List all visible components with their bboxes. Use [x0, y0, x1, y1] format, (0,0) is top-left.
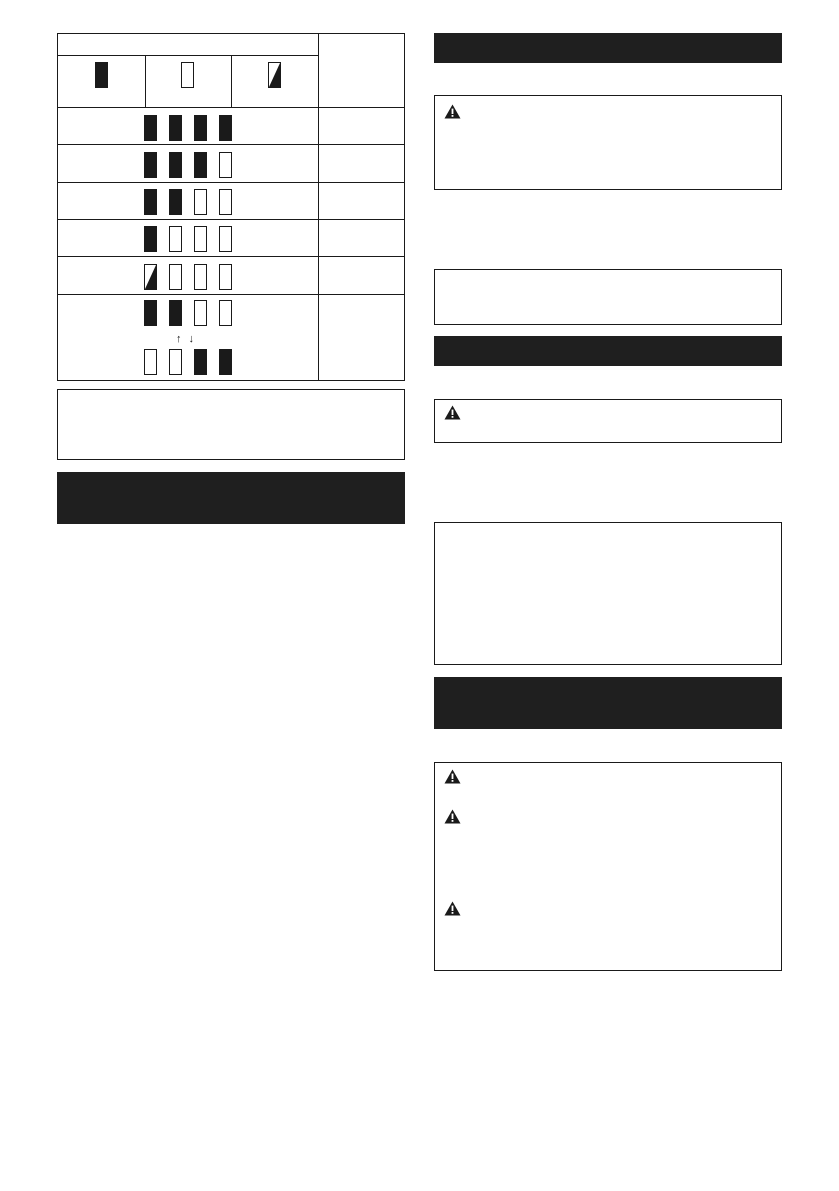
table-grid-line [58, 55, 318, 56]
caution-box [434, 95, 782, 190]
lamp-off [194, 264, 207, 290]
warning-triangle-icon [444, 769, 461, 784]
lamp-off [219, 189, 232, 215]
warning-triangle-icon [444, 405, 461, 420]
caution-box [434, 399, 782, 443]
lamp-on [219, 115, 232, 141]
lamp-on [144, 152, 157, 178]
lamp-on [194, 152, 207, 178]
note-box-left [57, 389, 405, 460]
lamp-off [194, 300, 207, 326]
lamp-off [194, 189, 207, 215]
section-heading-bar [57, 472, 405, 524]
lamp-on [169, 115, 182, 141]
table-grid-line [58, 219, 404, 220]
lamp-off [169, 226, 182, 252]
lamp-off [194, 226, 207, 252]
table-grid-line [231, 55, 232, 107]
caution-box [434, 762, 782, 971]
lamp-on [95, 62, 108, 88]
table-grid-line [58, 294, 404, 295]
lamp-blinking [144, 264, 157, 290]
lamp-off [219, 264, 232, 290]
indicator-table [57, 33, 405, 381]
note-box [434, 522, 782, 665]
table-grid-line [58, 144, 404, 145]
table-grid-line [58, 107, 404, 108]
lamp-on [194, 115, 207, 141]
lamp-off [219, 300, 232, 326]
section-heading-bar [434, 336, 782, 366]
lamp-blinking [268, 62, 281, 88]
table-grid-line [318, 34, 319, 380]
lamp-on [169, 152, 182, 178]
table-grid-line [58, 256, 404, 257]
lamp-off [219, 226, 232, 252]
lamp-on [219, 349, 232, 375]
note-box [434, 269, 782, 325]
warning-triangle-icon [444, 901, 461, 916]
warning-triangle-icon [444, 809, 461, 824]
lamp-on [144, 300, 157, 326]
lamp-on [169, 300, 182, 326]
section-heading-bar [434, 33, 782, 63]
lamp-off [169, 264, 182, 290]
table-grid-line [58, 182, 404, 183]
lamp-off [144, 349, 157, 375]
lamp-on [144, 226, 157, 252]
lamp-on [144, 189, 157, 215]
lamp-off [181, 62, 194, 88]
lamp-off [169, 349, 182, 375]
lamp-off [219, 152, 232, 178]
alternating-arrows: ↑ ↓ [176, 333, 197, 345]
table-grid-line [145, 55, 146, 107]
lamp-on [169, 189, 182, 215]
section-heading-bar [434, 677, 782, 729]
lamp-on [194, 349, 207, 375]
lamp-on [144, 115, 157, 141]
warning-triangle-icon [444, 104, 461, 119]
